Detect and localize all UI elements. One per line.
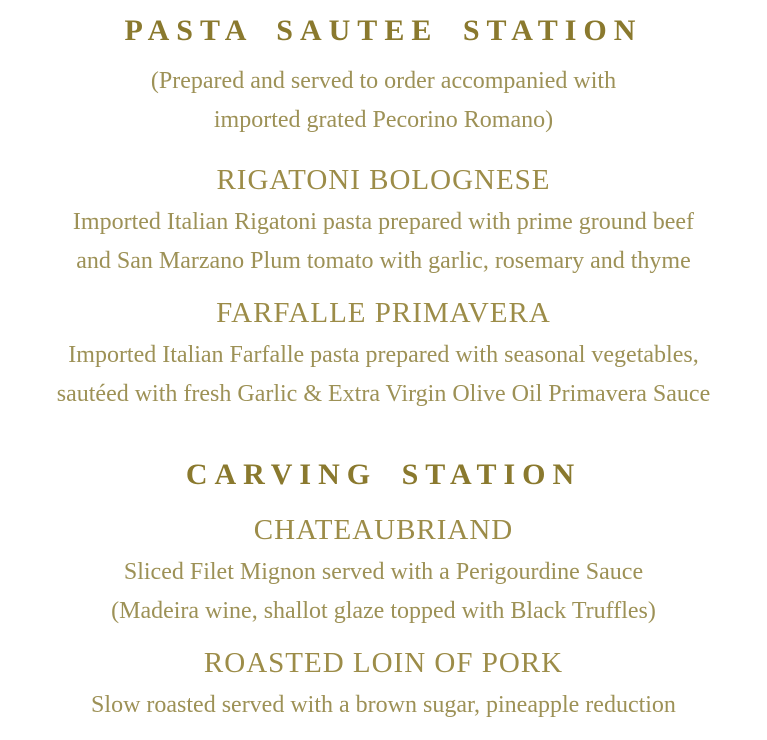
item-description-line: sautéed with fresh Garlic & Extra Virgin Olive Oil Primavera Sauce — [56, 381, 711, 407]
item-name: CHATEAUBRIAND — [253, 514, 514, 546]
section-note — [0, 62, 767, 140]
menu-item-roasted-loin-of-pork — [0, 649, 767, 725]
section-title-carving-station: CARVING STATION — [185, 458, 582, 491]
menu-section-carving-station — [0, 460, 767, 725]
menu-item-farfalle-primavera — [0, 299, 767, 414]
menu-section-pasta-sautee-station — [0, 16, 767, 414]
item-description-line: Imported Italian Farfalle pasta prepared with seasonal vegetables, — [68, 342, 699, 368]
item-description-line: Slow roasted served with a brown sugar, pineapple reduction — [91, 692, 676, 718]
item-description-line: Sliced Filet Mignon served with a Perigourdine Sauce — [123, 559, 644, 585]
menu-item-chateaubriand — [0, 516, 767, 631]
item-name: ROASTED LOIN OF PORK — [203, 647, 564, 679]
item-description-line: (Madeira wine, shallot glaze topped with Black Truffles) — [111, 598, 656, 624]
section-title-pasta-sautee-station: PASTA SAUTEE STATION — [124, 14, 643, 47]
section-note-line: (Prepared and served to order accompanied with — [150, 68, 617, 94]
section-note-line: imported grated Pecorino Romano) — [213, 107, 554, 133]
item-name: FARFALLE PRIMAVERA — [216, 297, 551, 329]
item-name: RIGATONI BOLOGNESE — [216, 164, 551, 196]
item-description-line: and San Marzano Plum tomato with garlic, rosemary and thyme — [76, 248, 691, 274]
menu-item-rigatoni-bolognese — [0, 166, 767, 281]
item-description-line: Imported Italian Rigatoni pasta prepared with prime ground beef — [72, 209, 695, 235]
